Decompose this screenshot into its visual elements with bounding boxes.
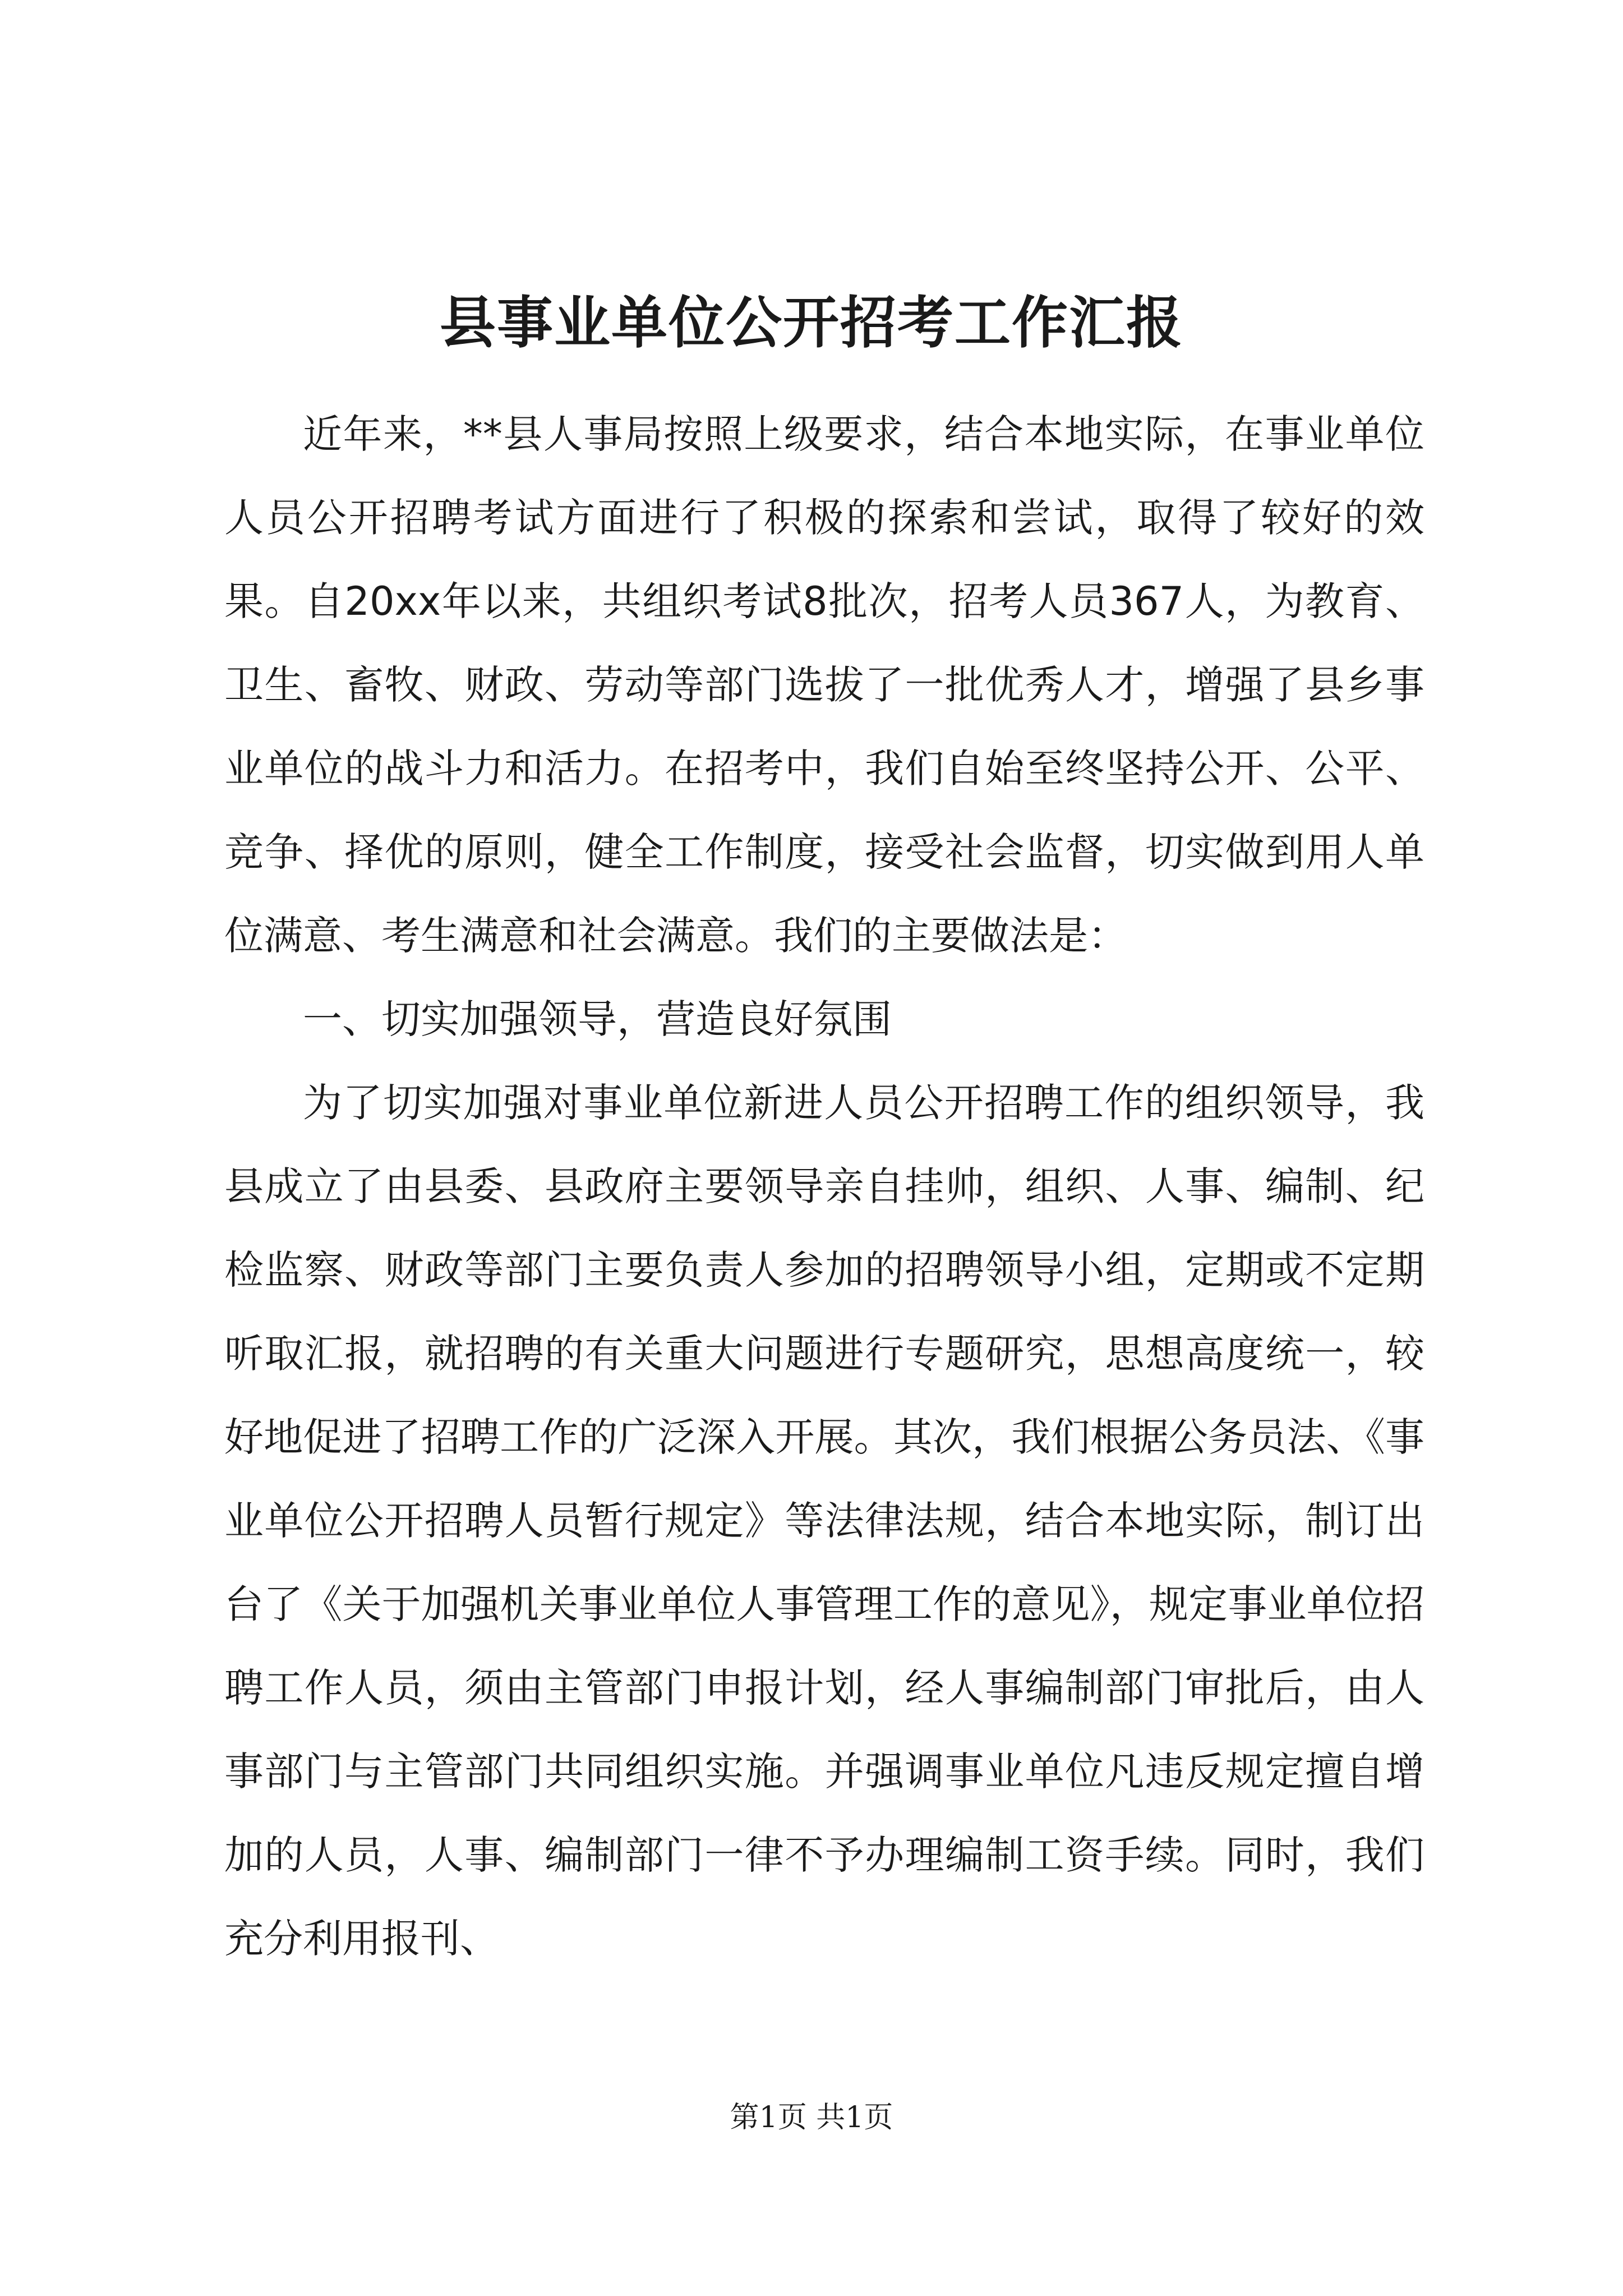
paragraph-section-1: 为了切实加强对事业单位新进人员公开招聘工作的组织领导，我县成立了由县委、县政府主要领导亲自挂帅，组织、人事、编制、纪检监察、财政等部门主要负责人参加的招聘领导小组，定期或不定期听取汇报，就招聘的有关重大问题进行专题研究，思想高度统一，较好地促进了招聘工作的广泛深入开展。其次，我们根据公务员法、《事业单位公开招聘人员暂行规定》等法律法规，结合本地实际，制订出台了《关于加强机关事业单位人事管理工作的意见》，规定事业单位招聘工作人员，须由主管部门申报计划，经人事编制部门审批后，由人事部门与主管部门共同组织实施。并强调事业单位凡违反规定擅自增加的人员，人事、编制部门一律不予办理编制工资手续。同时，我们充分利用报刊、 xyxy=(224,1080,1424,1962)
document-body xyxy=(224,393,1424,1981)
document-title: 县事业单位公开招考工作汇报 xyxy=(440,289,1183,356)
paragraph-intro: 近年来，**县人事局按照上级要求，结合本地实际，在事业单位人员公开招聘考试方面进行了积极的探索和尝试，取得了较好的效果。自20xx年以来，共组织考试8批次，招考人员367人，为教育、卫生、畜牧、财政、劳动等部门选拔了一批优秀人才，增强了县乡事业单位的战斗力和活力。在招考中，我们自始至终坚持公开、公平、竞争、择优的原则，健全工作制度，接受社会监督，切实做到用人单位满意、考生满意和社会满意。我们的主要做法是： xyxy=(224,411,1424,959)
section-heading-1: 一、切实加强领导，营造良好氛围 xyxy=(303,996,892,1042)
page-footer: 第1页 共1页 xyxy=(730,2101,893,2134)
